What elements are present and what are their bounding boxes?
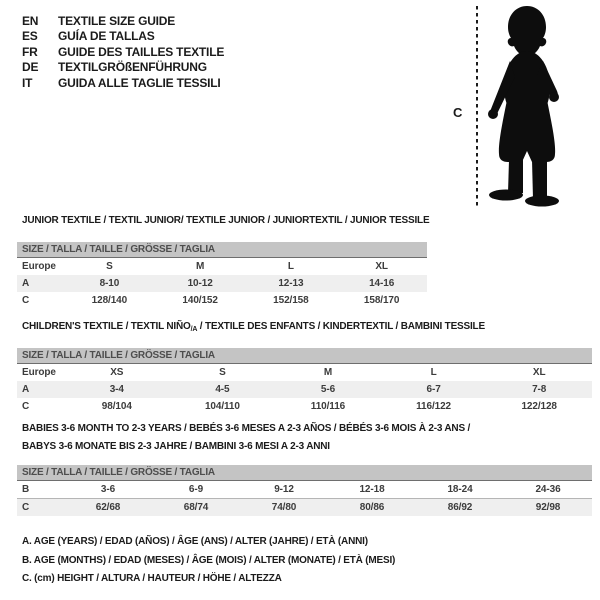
language-label: GUIDE DES TAILLES TEXTILE [58, 44, 225, 59]
table-cell: XS [110, 367, 124, 378]
size-table [17, 242, 427, 309]
table-cell: 12-18 [359, 484, 385, 495]
table-cell: 8-10 [99, 278, 120, 289]
table-cell: 86/92 [447, 502, 473, 513]
table-cell: 12-13 [278, 278, 304, 289]
row-label: Europe [22, 261, 56, 272]
language-item [22, 14, 224, 29]
table-cell: 5-6 [320, 384, 336, 395]
table-cell: S [106, 261, 113, 272]
table-cell: 98/104 [101, 401, 132, 412]
table-cell: 18-24 [447, 484, 473, 495]
language-label: GUIDA ALLE TAGLIE TESSILI [58, 75, 221, 90]
table-cell: 10-12 [187, 278, 213, 289]
row-label: B [22, 484, 30, 495]
table-rows [17, 364, 592, 415]
footnote-b: B. AGE (MONTHS) / EDAD (MESES) / ÂGE (MOIS) / ALTER (MONATE) / ETÀ (MESI) [22, 554, 396, 566]
title-subscript: /A [190, 326, 198, 333]
language-code: EN [22, 14, 39, 28]
row-label: C [22, 295, 30, 306]
table-cell: 152/158 [273, 295, 309, 306]
table-title [22, 318, 485, 339]
row-label: A [22, 278, 30, 289]
table-rows [17, 481, 592, 516]
table-cell: 6-7 [426, 384, 441, 395]
language-item [22, 60, 224, 75]
size-header-bar: SIZE / TALLA / TAILLE / GRÖSSE / TAGLIA [17, 348, 592, 364]
table-cell: 3-6 [100, 484, 116, 495]
table-cell: 122/128 [521, 401, 557, 412]
language-code: IT [22, 75, 33, 90]
height-measure-label: C [453, 105, 463, 120]
title-text: / TEXTILE DES ENFANTS / KINDERTEXTIL / BAMBINI TESSILE [197, 321, 485, 332]
footnotes [22, 533, 395, 589]
table-cell: XL [532, 367, 546, 378]
table-title-line [22, 318, 485, 339]
table-cell: 24-36 [535, 484, 561, 495]
language-label: TEXTILE SIZE GUIDE [58, 14, 176, 28]
table-cell: S [219, 367, 226, 378]
table-cell: L [287, 261, 294, 272]
language-item [22, 29, 224, 44]
table-cell: 7-8 [532, 384, 547, 395]
table-cell: L [430, 367, 437, 378]
table-row [17, 364, 592, 381]
table-row [17, 275, 427, 292]
language-code: DE [22, 60, 39, 75]
language-item [22, 45, 224, 60]
size-table [17, 348, 592, 415]
table-row [17, 481, 592, 498]
title-text: CHILDREN'S TEXTILE / TEXTIL NIÑO [22, 321, 191, 332]
table-cell: M [323, 367, 333, 378]
table-title [22, 212, 429, 230]
size-header-bar: SIZE / TALLA / TAILLE / GRÖSSE / TAGLIA [17, 465, 592, 481]
table-rows [17, 258, 427, 309]
size-header-bar: SIZE / TALLA / TAILLE / GRÖSSE / TAGLIA [17, 242, 427, 258]
table-cell: 140/152 [182, 295, 218, 306]
row-label: C [22, 401, 30, 412]
table-title-line [22, 438, 470, 456]
language-item [22, 76, 224, 91]
height-measure-line [476, 6, 478, 208]
table-cell: 110/116 [310, 401, 346, 412]
table-cell: XL [375, 261, 388, 272]
language-code: ES [22, 29, 38, 44]
table-cell: 4-5 [215, 384, 230, 395]
size-table [17, 465, 592, 516]
table-cell: 80/86 [359, 502, 385, 513]
title-text: BABYS 3-6 MONATE BIS 2-3 JAHRE / BAMBINI 3-6 MESI A 2-3 ANNI [22, 441, 330, 452]
table-row [17, 398, 592, 415]
language-list [22, 14, 224, 91]
language-label: TEXTILGRÖßENFÜHRUNG [58, 60, 207, 75]
table-row [17, 292, 427, 309]
table-cell: 68/74 [183, 502, 209, 513]
row-label: Europe [22, 367, 56, 378]
table-cell: 104/110 [204, 401, 240, 412]
table-title-line [22, 212, 429, 230]
footnote-a: A. AGE (YEARS) / EDAD (AÑOS) / ÂGE (ANS) / ALTER (JAHRE) / ETÀ (ANNI) [22, 536, 368, 547]
table-row [17, 498, 592, 516]
row-label: A [22, 384, 30, 395]
table-cell: 6-9 [188, 484, 204, 495]
table-cell: 74/80 [271, 502, 297, 513]
table-cell: 14-16 [369, 278, 395, 289]
title-text: BABIES 3-6 MONTH TO 2-3 YEARS / BEBÉS 3-6 MESES A 2-3 AÑOS / BÉBÉS 3-6 MOIS À 2-3 ANS / [22, 423, 471, 434]
footnote-c: C. (cm) HEIGHT / ALTURA / HAUTEUR / HÖHE / ALTEZZA [22, 573, 282, 584]
table-cell: 62/68 [95, 502, 121, 513]
toddler-silhouette-icon [482, 5, 572, 215]
table-cell: 128/140 [91, 295, 128, 306]
language-label: GUÍA DE TALLAS [58, 29, 155, 44]
table-title-line [22, 420, 470, 438]
table-cell: 92/98 [535, 502, 561, 513]
table-cell: 158/170 [363, 295, 400, 306]
table-row [17, 381, 592, 398]
table-cell: M [196, 261, 205, 272]
table-row [17, 258, 427, 275]
table-title [22, 420, 470, 456]
table-cell: 3-4 [109, 384, 124, 395]
table-cell: 9-12 [274, 484, 294, 495]
language-code: FR [22, 44, 38, 59]
table-cell: 116/122 [416, 401, 452, 412]
row-label: C [22, 502, 30, 513]
title-text: JUNIOR TEXTILE / TEXTIL JUNIOR/ TEXTILE JUNIOR / JUNIORTEXTIL / JUNIOR TESSILE [22, 215, 430, 226]
